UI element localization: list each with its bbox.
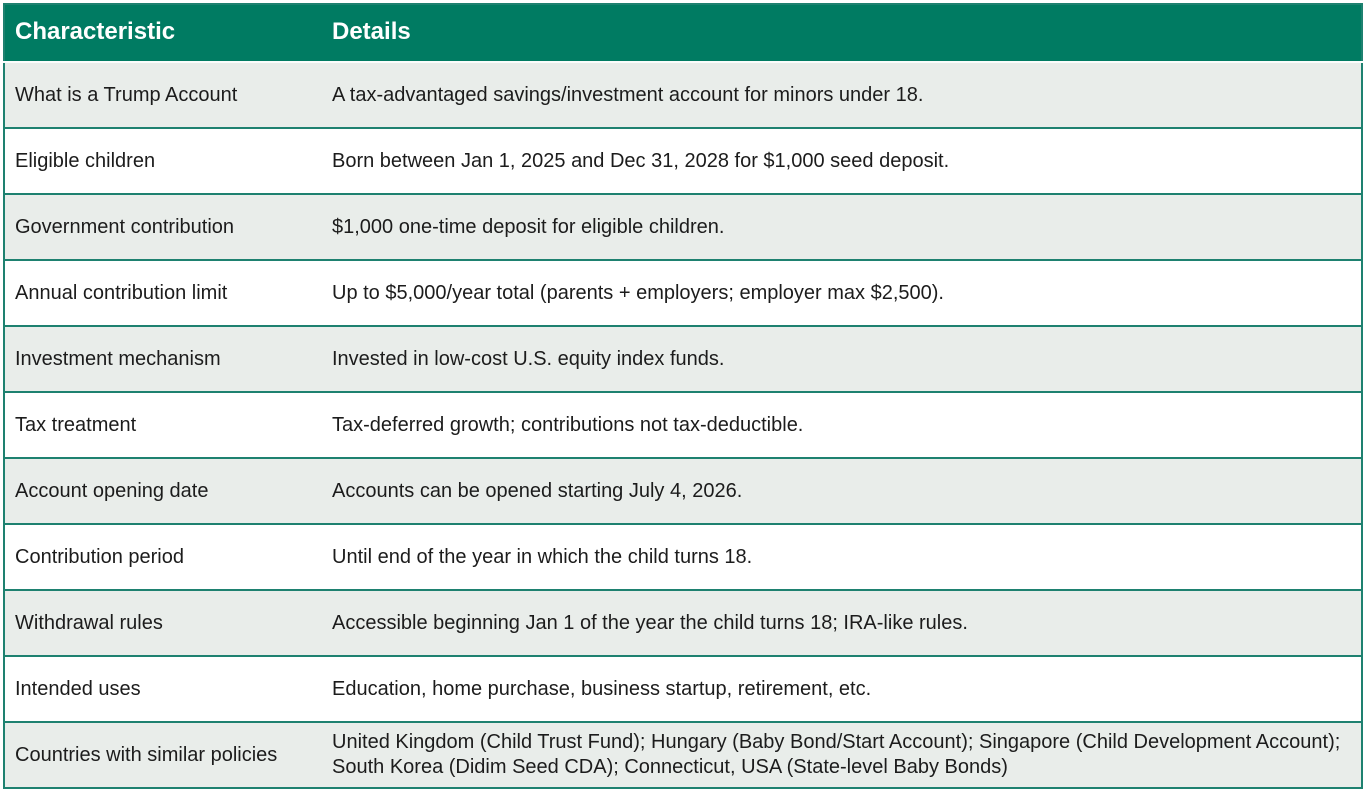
characteristic-cell: What is a Trump Account (4, 62, 320, 128)
table-row (4, 260, 1362, 326)
trump-account-policy-table (3, 3, 1363, 789)
details-cell: United Kingdom (Child Trust Fund); Hungary (Baby Bond/Start Account); Singapore (Child Development Account); South Korea (Didim Seed CDA); Connecticut, USA (State-level Baby Bonds) (320, 722, 1362, 788)
details-cell: Up to $5,000/year total (parents + employers; employer max $2,500). (320, 260, 1362, 326)
table-row (4, 722, 1362, 788)
table-row (4, 326, 1362, 392)
characteristic-cell: Intended uses (4, 656, 320, 722)
characteristic-cell: Withdrawal rules (4, 590, 320, 656)
table-row (4, 194, 1362, 260)
table-row (4, 392, 1362, 458)
table-row (4, 590, 1362, 656)
table-body (4, 62, 1362, 788)
column-header-characteristic: Characteristic (4, 4, 320, 62)
table-header (4, 4, 1362, 62)
table-row (4, 458, 1362, 524)
characteristic-cell: Government contribution (4, 194, 320, 260)
details-cell: Born between Jan 1, 2025 and Dec 31, 2028 for $1,000 seed deposit. (320, 128, 1362, 194)
table-row (4, 62, 1362, 128)
characteristic-cell: Contribution period (4, 524, 320, 590)
characteristic-cell: Tax treatment (4, 392, 320, 458)
details-cell: Invested in low-cost U.S. equity index funds. (320, 326, 1362, 392)
details-cell: $1,000 one-time deposit for eligible children. (320, 194, 1362, 260)
characteristic-cell: Annual contribution limit (4, 260, 320, 326)
details-cell: Accounts can be opened starting July 4, 2026. (320, 458, 1362, 524)
characteristic-cell: Eligible children (4, 128, 320, 194)
details-cell: Education, home purchase, business startup, retirement, etc. (320, 656, 1362, 722)
details-cell: Accessible beginning Jan 1 of the year the child turns 18; IRA-like rules. (320, 590, 1362, 656)
details-cell: Until end of the year in which the child turns 18. (320, 524, 1362, 590)
details-cell: A tax-advantaged savings/investment account for minors under 18. (320, 62, 1362, 128)
characteristic-cell: Account opening date (4, 458, 320, 524)
table-row (4, 656, 1362, 722)
characteristic-cell: Countries with similar policies (4, 722, 320, 788)
header-row (4, 4, 1362, 62)
column-header-details: Details (320, 4, 1362, 62)
details-cell: Tax-deferred growth; contributions not tax-deductible. (320, 392, 1362, 458)
table-row (4, 524, 1362, 590)
table-row (4, 128, 1362, 194)
characteristic-cell: Investment mechanism (4, 326, 320, 392)
